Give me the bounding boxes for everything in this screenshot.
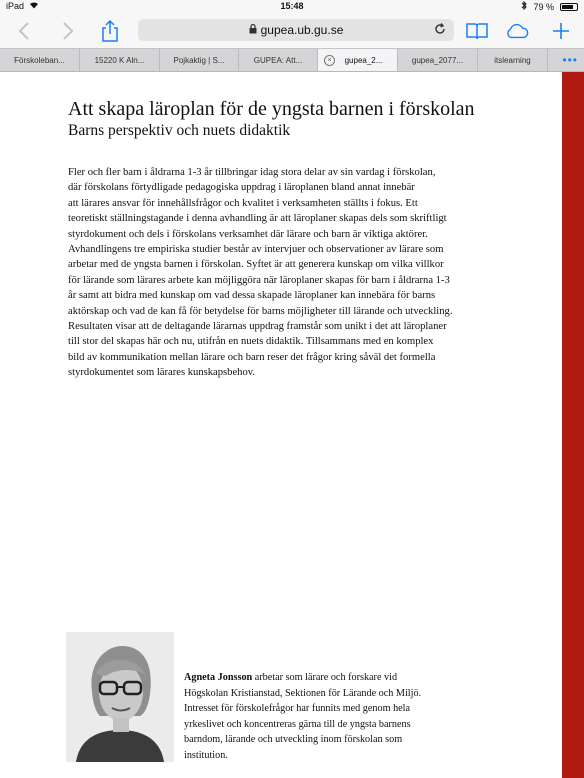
more-tabs-icon[interactable]: ••• bbox=[562, 53, 578, 67]
chevron-left-icon bbox=[18, 22, 30, 40]
tab-item[interactable]: Pojkaktig | S... bbox=[160, 49, 239, 71]
url-text: gupea.ub.gu.se bbox=[260, 23, 344, 37]
bio-line: institution. bbox=[184, 749, 228, 761]
bio-line: Högskolan Kristianstad, Sektionen för Lärande och Miljö. bbox=[184, 687, 422, 699]
abstract-line: Resultaten visar att de deltagande lärarnas uppdrag framstår som unikt i det att läroplaner bbox=[68, 321, 447, 333]
bio-line: yrkeslivet och koncentreras gärna till de yngsta barnens bbox=[184, 718, 411, 730]
tab-bar bbox=[0, 48, 584, 72]
abstract-line: för lärande som lärares arbete kan möjliggöra när läroplaner skapas för barn i åldrarna 1-3 bbox=[68, 274, 450, 286]
cloud-icon bbox=[505, 22, 529, 40]
abstract-line: arbetar med de yngsta barnen i förskolan. Syftet är att generera kunskap om vilka villkor bbox=[68, 259, 444, 271]
abstract-line: styrdokumentet som lärares kunskapsbehov. bbox=[68, 367, 256, 379]
tab-item[interactable]: gupea_2077... bbox=[398, 49, 478, 71]
page-side-band bbox=[562, 72, 584, 778]
author-photo bbox=[66, 632, 174, 762]
bookmarks-button[interactable] bbox=[465, 19, 489, 43]
page-subtitle: Barns perspektiv och nuets didaktik bbox=[68, 122, 291, 139]
abstract-line: aktörskap och vad de kan få för betydelse för barns möjligheter till lärande och utveckling. bbox=[68, 305, 453, 317]
document-page bbox=[0, 72, 584, 778]
bluetooth-icon bbox=[521, 1, 527, 12]
icloud-tabs-button[interactable] bbox=[505, 19, 529, 43]
address-bar[interactable] bbox=[138, 19, 454, 41]
abstract-line: till stor del skapas här och nu, utifrån en nuets didaktik. Tillsammans med en komplex bbox=[68, 336, 434, 348]
share-button[interactable] bbox=[98, 19, 122, 43]
battery-icon bbox=[560, 3, 578, 11]
abstract-line: Avhandlingens tre empiriska studier består av intervjuer och observationer av lärare som bbox=[68, 244, 444, 256]
plus-icon bbox=[552, 22, 570, 40]
new-tab-button[interactable] bbox=[549, 19, 573, 43]
back-button[interactable] bbox=[12, 19, 36, 43]
abstract-line: teoretiskt ställningstagande i denna avhandling är att läroplaner skapas dels som skriftligt bbox=[68, 213, 447, 225]
chevron-right-icon bbox=[62, 22, 74, 40]
tab-item[interactable]: itslearning bbox=[478, 49, 548, 71]
abstract-line: där förskolans förtydligade pedagogiska uppdrag i läroplanen bland annat innebär bbox=[68, 182, 415, 194]
status-bar bbox=[0, 0, 584, 14]
device-label: iPad bbox=[6, 1, 25, 11]
abstract-line: Fler och fler barn i åldrarna 1-3 år tillbringar idag stora delar av sin vardag i förskolan, bbox=[68, 167, 436, 178]
abstract-line: bild av kommunikation mellan lärare och barn reser det frågor kring såväl det formella bbox=[68, 351, 436, 363]
battery-percent: 79 % bbox=[533, 1, 554, 12]
tab-item[interactable]: GUPEA: Att... bbox=[239, 49, 318, 71]
tab-item[interactable]: Förskoleban... bbox=[0, 49, 80, 71]
lock-icon bbox=[249, 24, 257, 36]
bio-line: Intresset för förskolefrågor har funnits med genom hela bbox=[184, 703, 411, 715]
author-name: Agneta Jonsson bbox=[184, 672, 253, 683]
bio-line: barndom, lärande och utveckling inom förskolan som bbox=[184, 734, 403, 746]
tab-item-active[interactable]: × gupea_2... bbox=[318, 49, 398, 71]
abstract-line: styrdokument och dels i förskolans verksamhet där lärare och barn är viktiga aktörer. bbox=[68, 228, 428, 240]
bio-first-line: arbetar som lärare och forskare vid bbox=[252, 672, 398, 683]
abstract-line: år samt att bidra med kunskap om vad dessa skapade läroplaner kan innebära för barns bbox=[68, 290, 436, 302]
reload-icon[interactable] bbox=[434, 22, 446, 38]
book-icon bbox=[466, 22, 488, 40]
abstract-text bbox=[68, 165, 530, 381]
tab-item[interactable]: 15220 K Aln... bbox=[80, 49, 160, 71]
browser-toolbar bbox=[0, 14, 584, 48]
forward-button[interactable] bbox=[56, 19, 80, 43]
status-time: 15:48 bbox=[280, 1, 304, 11]
abstract-line: att lärares ansvar för innehållsfrågor och kvalitet i verksamheten ställts i fokus. Ett bbox=[68, 197, 418, 209]
close-tab-icon[interactable]: × bbox=[324, 55, 335, 66]
author-bio bbox=[184, 670, 514, 764]
page-title: Att skapa läroplan för de yngsta barnen i förskolan bbox=[68, 98, 475, 120]
share-icon bbox=[101, 20, 119, 42]
